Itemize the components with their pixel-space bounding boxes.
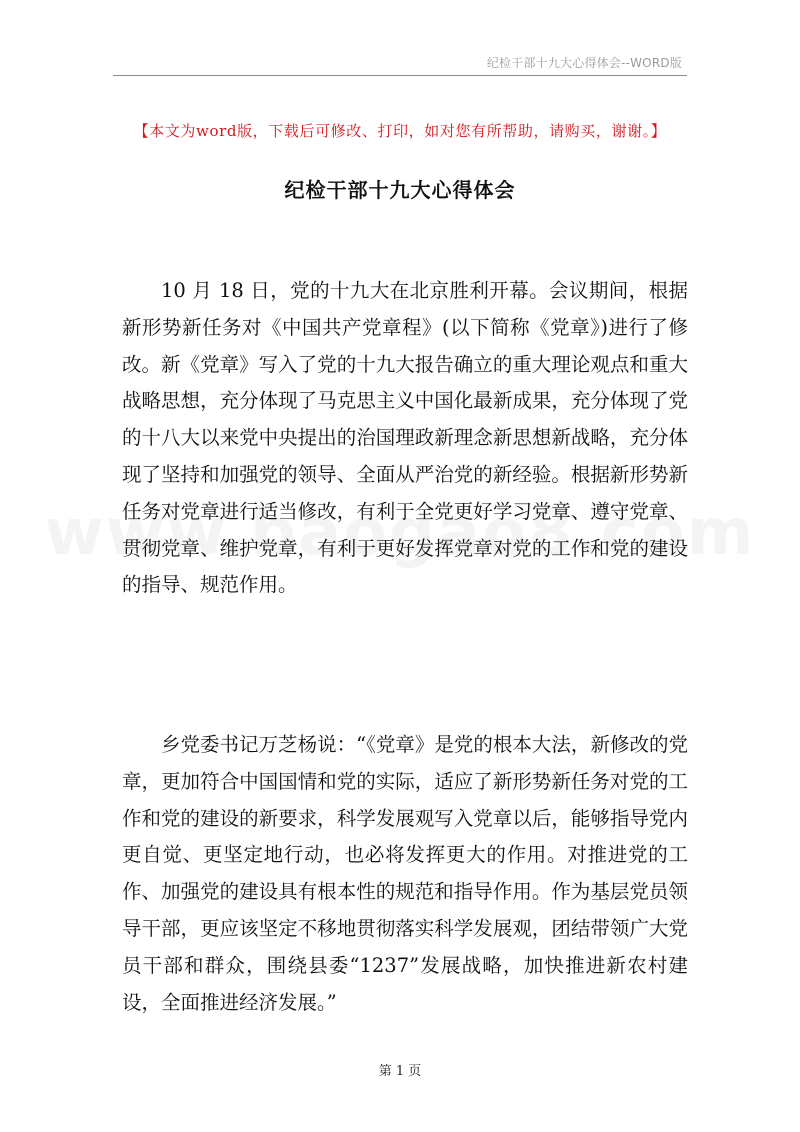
body-paragraph-1: 10 月 18 日，党的十九大在北京胜利开幕。会议期间，根据新形势新任务对《中国共产党章程》(以下简称《党章》)进行了修改。新《党章》写入了党的十九大报告确立的重大理论观点和重大战略思想，充分体现了马克思主义中国化最新成果，充分体现了党的十八大以来党中央提出的治国理政新理念新思想新战略，充分体现了坚持和加强党的领导、全面从严治党的新经验。根据新形势新任务对党章进行适当修改，有利于全党更好学习党章、遵守党章、贯彻党章、维护党章，有利于更好发挥党章对党的工作和党的建设的指导、规范作用。 <box>122 279 688 597</box>
download-notice: 【本文为word版，下载后可修改、打印，如对您有所帮助，请购买，谢谢。】 <box>133 122 667 140</box>
body-paragraph-2: 乡党委书记万芝杨说：“《党章》是党的根本大法，新修改的党章，更加符合中国国情和党的实际，适应了新形势新任务对党的工作和党的建设的新要求，科学发展观写入党章以后，能够指导党内更自觉、更坚定地行动，也必将发挥更大的作用。对推进党的工作、加强党的建设具有根本性的规范和指导作用。作为基层党员领导干部，更应该坚定不移地贯彻落实科学发展观，团结带领广大党员干部和群众，围绕县委“1237”发展战略，加快推进新农村建设，全面推进经济发展。” <box>122 733 688 1014</box>
header-divider <box>113 75 687 76</box>
document-title: 纪检干部十九大心得体会 <box>284 178 516 202</box>
running-header: 纪检干部十九大心得体会--WORD版 <box>486 56 682 70</box>
page-number: 第 1 页 <box>378 1064 422 1079</box>
